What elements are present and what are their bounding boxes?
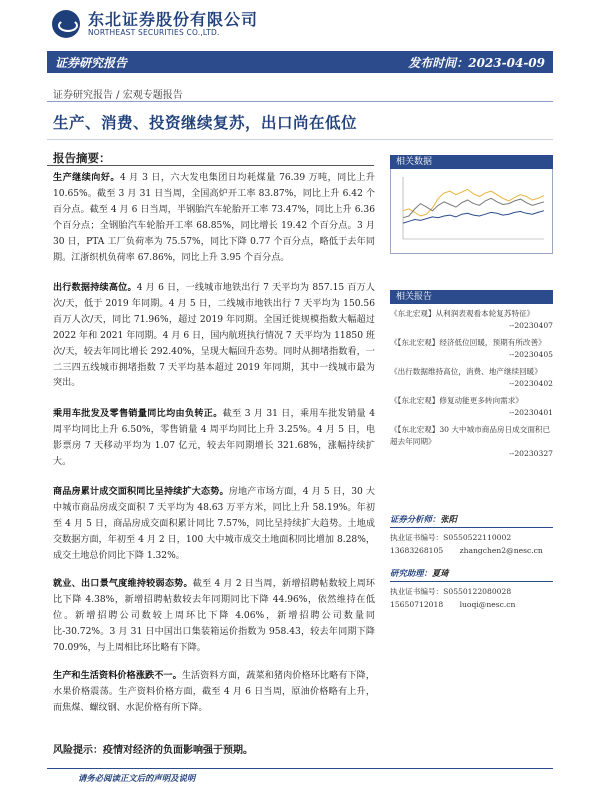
summary-label: 报告摘要： [53,151,111,165]
footer-divider [47,768,553,769]
paragraph-lead: 乘用车批发及零售销量同比均由负转正。 [53,408,223,419]
report-entry[interactable] [390,395,553,419]
company-name-en: NORTHEAST SECURITIES CO.,LTD. [88,28,220,37]
report-date: --20230402 [509,379,553,388]
paragraph-lead: 生产和生活资料价格涨跌不一。 [53,670,182,681]
analyst-info [390,513,553,611]
paragraph-prices [53,668,375,717]
paragraph-employment [53,576,375,657]
report-entry[interactable] [390,424,553,460]
report-type: 证券研究报告 [55,56,128,70]
company-name-cn: 东北证券股份有限公司 [88,10,259,29]
publish-date: 发布时间：2023-04-09 [408,56,545,70]
divider [390,581,553,582]
report-banner [47,51,553,73]
company-logo [52,10,258,38]
analyst-email[interactable]: zhangchen2@nesc.cn [459,546,543,555]
analyst-cert: 执业证书编号：S0550522110002 [390,533,512,542]
paragraph-text: 4 月 3 日，六大发电集团日均耗煤量 76.39 万吨，同比上升 10.65%。截至 3 月 31 日当周，全国高炉开工率 83.87%，同比上升 6.42 个百分点。截至 4 月 6 日当周，半钢胎汽车轮胎开工率 73.47%，同比上升 6.36 个百分点；全钢胎汽车轮胎开工率 68.85%，同比增长 19.42 个百分点。3 月 30 日，PTA 工厂负荷率为 75.57%，同比下降 0.77 个百分点，略低于去年同期。江浙织机负荷率 67.86%，同比上升 3.95 个百分点。 [53,173,375,263]
risk-text: 疫情对经济的负面影响强于预期。 [103,745,253,756]
related-reports-title: 相关报告 [390,290,553,304]
related-data-title: 相关数据 [390,155,553,169]
report-date: --20230405 [509,350,553,359]
divider [47,101,553,102]
analyst-header [390,567,553,580]
line-chart [391,169,552,253]
paragraph-lead: 就业、出口景气度维持较弱态势。 [53,578,193,589]
report-title[interactable]: 《【东北宏观】30 大中城市商品房日成交面积已超去年同期》 [390,425,551,446]
report-entry[interactable] [390,337,553,361]
analyst-email[interactable]: luoqi@nesc.cn [459,600,516,609]
report-title[interactable]: 《出行数据维持高位，消费、地产继续回暖》 [390,367,542,376]
paragraph-travel [53,280,375,392]
paragraph-text: 房地产市场方面，4 月 5 日，30 大中城市商品房成交面积 7 天平均为 48.63 万平方米，同比上升 58.19%。年初至 4 月 5 日，商品房成交面积累计同比 7.57%，同比呈持续扩大趋势。土地成交数据方面，年初至 4 月 2 日，100 大中城市成交土地面积同比增加 8.28%，成交土地总价同比下降 1.32%。 [53,487,375,561]
analyst-phone: 15650712018 [390,600,444,609]
page-title: 生产、消费、投资继续复苏，出口尚在低位 [53,113,358,132]
paragraph-text: 截至 4 月 2 日当周，新增招聘帖数较上周环比下降 4.38%，新增招聘帖数较去年同期同比下降 44.96%，依然维持在低位。新增招聘公司数较上周环比下降 4.06%，新增招聘公司数量同比-30.72%。3 月 31 日中国出口集装箱运价指数为 958.43，较去年同期下降 70.09%，与上周相比环比略有下降。 [53,579,375,653]
divider [47,139,553,140]
paragraph-lead: 生产继续向好。 [53,172,121,183]
divider [390,527,553,528]
report-entry[interactable] [390,366,553,390]
paragraph-text: 生活资料方面，蔬菜和猪肉价格环比略有下降，水果价格震荡。生产资料价格方面，截至 4 月 6 日当周，原油价格略有上升，而焦煤、螺纹钢、水泥价格有所下降。 [53,671,375,713]
analyst-name: 张阳 [440,514,457,524]
analyst-header [390,513,553,526]
paragraph-lead: 商品房累计成交面积同比呈持续扩大态势。 [53,486,229,497]
related-data-chart [390,169,553,254]
analyst-name: 夏琦 [431,568,449,578]
report-date: --20230401 [509,408,553,417]
analyst-cert: 执业证书编号：S0550122080028 [390,587,512,596]
analyst-role: 证券分析师： [390,514,441,524]
series-line-3 [403,211,544,223]
report-title[interactable]: 《【东北宏观】修复动能更多转向需求》 [390,396,523,405]
paragraph-text: 4 月 6 日，一线城市地铁出行 7 天平均为 857.15 百万人次/天，低于 2019 年同期。4 月 5 日，二线城市地铁出行 7 天平均为 150.56 百万人次/天，同比 71.96%，超过 2019 年同期。全国迁徙规模指数大幅超过 2022 年和 2021 年同期。4 月 6 日，国内航班执行情况 7 天平均为 11850 班次/天，较去年同比增长 292.40%，呈现大幅回升态势。同时从拥堵指数看，一二三四五线城市拥堵指数 7 天平均基本超过 2019 年同期，其中一线城市最为突出。 [53,283,375,389]
report-entry[interactable] [390,308,553,332]
risk-warning [53,741,253,756]
paragraph-lead: 出行数据持续高位。 [53,282,137,293]
breadcrumb: 证券研究报告 / 宏观专题报告 [53,90,183,101]
analyst-role: 研究助理： [390,568,432,578]
report-title[interactable]: 《东北宏观】从利润表观看本轮复苏特征》 [390,309,535,318]
analyst-contact [390,598,553,611]
paragraph-real-estate [53,484,375,565]
footer-disclaimer[interactable]: 请务必阅读正文后的声明及说明 [78,773,196,783]
divider [47,165,374,166]
analyst-contact [390,544,553,557]
report-date: --20230407 [509,321,553,330]
report-date: --20230327 [509,449,553,458]
paragraph-production [53,170,375,266]
related-data-header [390,155,553,169]
analyst-phone: 13683268105 [390,546,444,555]
paragraph-text: 截至 3 月 31 日，乘用车批发销量 4 周平均同比上升 6.50%，零售销量 4 周平均同比上升 3.25%。4 月 5 日，电影票房 7 天移动平均为 1.07 亿元，较去年同期增长 321.68%，涨幅持续扩大。 [53,409,375,467]
risk-label: 风险提示： [53,745,103,756]
logo-icon [52,10,80,38]
report-title[interactable]: 《【东北宏观】经济低位回暖，预期有所改善》 [390,338,546,347]
related-reports [390,290,553,465]
paragraph-auto-sales [53,406,375,471]
